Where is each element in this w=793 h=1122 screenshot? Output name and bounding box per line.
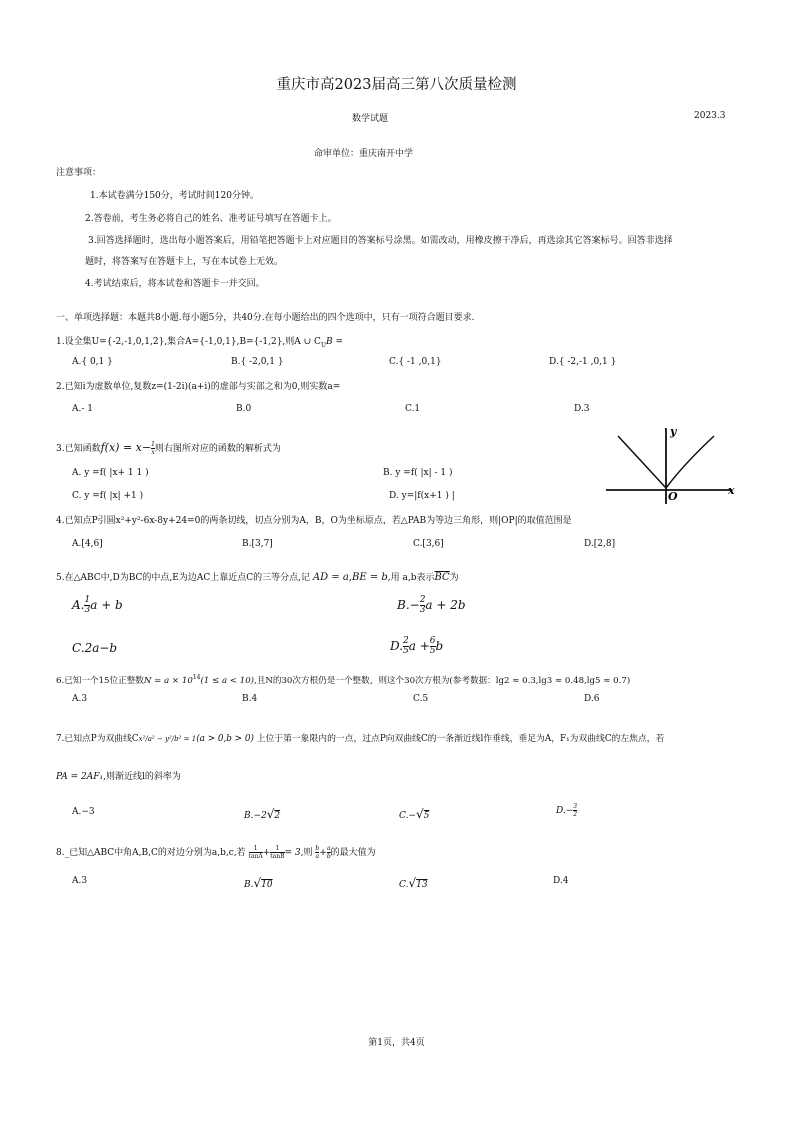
option-radicand: 5	[423, 811, 430, 821]
stem-fraction	[270, 845, 284, 860]
q4-option-d: D.[2,8]	[584, 539, 616, 549]
frac-den: 5	[403, 646, 409, 656]
x-axis-label: x	[728, 484, 735, 497]
question-4-stem: 4.已知点P引圆x²+y²-6x-8y+24=0的两条切线，切点分别为A，B，O为坐标原点，若△PAB为等边三角形，则|OP|的取值范围是	[56, 516, 572, 526]
option-tail: a + 2b	[425, 598, 466, 612]
option-prefix: B.−2	[244, 811, 267, 821]
origin-label: O	[668, 490, 678, 503]
stem-text: 上位于第一象限内的一点，过点P向双曲线C的一条渐近线l作垂线，垂足为A，F₁为双曲线C的左焦点，若	[256, 734, 665, 744]
frac-num: 1	[151, 441, 155, 448]
question-6-stem	[56, 674, 630, 686]
graph-left-branch	[618, 436, 666, 488]
stem-math: f(x) = x−	[100, 441, 152, 454]
frac-num: 2	[403, 636, 409, 646]
q3-option-b: B. y =f( |x| - 1 )	[383, 468, 453, 478]
q2-option-b: B.0	[236, 404, 252, 414]
frac-num: b	[315, 845, 320, 852]
stem-vector: $\overline{BC}$	[434, 572, 450, 583]
q1-option-c: C.{ -1 ,0,1}	[389, 357, 442, 367]
subject-label: 数学试题	[352, 114, 389, 124]
stem-cond: (1 ≤ a < 10)	[200, 676, 255, 686]
stem-fraction	[249, 845, 263, 860]
q2-option-d: D.3	[574, 404, 590, 414]
q8-option-c	[399, 876, 428, 890]
author-unit: 命审单位：重庆南开中学	[314, 149, 414, 159]
option-radicand: 2	[274, 811, 281, 821]
frac-num: 6	[429, 636, 436, 646]
stem-exp: 14	[192, 674, 201, 682]
y-axis-label: y	[670, 425, 677, 438]
q1-option-b: B.{ -2,0,1 }	[231, 357, 284, 367]
frac-den: 5	[429, 646, 436, 656]
function-graph	[604, 424, 744, 508]
q1-option-d: D.{ -2,-1 ,0,1 }	[549, 357, 617, 367]
note-item: 2.答卷前，考生务必将自己的姓名、准考证号填写在答题卡上。	[85, 214, 337, 224]
stem-text: 7.已知点P为双曲线C	[56, 734, 139, 744]
option-tail: a + b	[90, 598, 123, 612]
q7-option-d	[556, 803, 577, 818]
stem-text: 1.设全集U={-2,-1,0,1,2},集合A={-1,0,1},B={-1,2},则A ∪ C	[56, 337, 321, 347]
sqrt-icon: √	[415, 807, 424, 821]
question-7-stem	[56, 731, 664, 744]
option-radicand: 10	[261, 880, 273, 890]
frac-den: tanA	[248, 853, 263, 860]
option-prefix: C.	[399, 880, 409, 890]
option-prefix: B.−	[397, 598, 420, 612]
frac-num: 1	[249, 845, 263, 853]
q5-option-c: C.2a−b	[72, 641, 118, 655]
sqrt-icon: √	[408, 876, 417, 890]
stem-text: ,则渐近线l的斜率为	[103, 772, 181, 782]
frac-den: 3	[84, 605, 91, 615]
q7-option-b	[244, 807, 280, 821]
option-mid: a +	[408, 639, 430, 653]
stem-math: PA = 2AF₁	[56, 772, 104, 782]
question-7-stem-line2	[56, 769, 181, 782]
q5-option-d	[390, 637, 443, 656]
q1-option-a: A.{ 0,1 }	[72, 357, 113, 367]
option-prefix: B.	[244, 880, 254, 890]
option-radicand: 13	[416, 880, 428, 890]
stem-text: 5.在△ABC中,D为BC的中点,E为边AC上靠近点C的三等分点,记	[56, 573, 310, 583]
note-item: 题时，将答案写在答题卡上，写在本试卷上无效。	[85, 257, 284, 267]
option-tail: b	[435, 639, 444, 653]
frac-den: 2	[573, 811, 578, 818]
question-3-stem	[56, 441, 281, 456]
frac-num: 3	[573, 803, 578, 810]
frac-num: a	[326, 845, 331, 852]
q4-option-a: A.[4,6]	[72, 539, 103, 549]
stem-text: ,用 a,b表示	[387, 573, 435, 583]
q4-option-b: B.[3,7]	[242, 539, 273, 549]
stem-text: 6.已知一个15位正整数	[56, 676, 144, 686]
question-2-stem: 2.已知i为虚数单位,复数z=(1-2i)(a+i)的虚部与实部之和为0,则实数a=	[56, 382, 341, 392]
option-prefix: D.−	[556, 806, 574, 816]
frac-den: b	[326, 853, 331, 860]
stem-text: 8._已知△ABC中角A,B,C的对边分别为a,b,c,若	[56, 848, 246, 858]
q7-option-c	[399, 807, 429, 821]
notes-heading: 注意事项：	[56, 168, 102, 178]
q3-option-d: D. y=|f(x+1 ) |	[389, 491, 455, 501]
page-footer: 第1页，共4页	[368, 1038, 425, 1048]
q8-option-d: D.4	[553, 876, 569, 886]
q6-option-a: A.3	[72, 694, 88, 704]
sqrt-icon: √	[253, 876, 262, 890]
q6-option-b: B.4	[242, 694, 258, 704]
q4-option-c: C.[3,6]	[413, 539, 444, 549]
option-prefix: A.	[72, 598, 85, 612]
frac-num: 1	[270, 845, 284, 853]
frac-den: a	[315, 853, 320, 860]
stem-text: 的最大值为	[330, 848, 376, 858]
q8-option-b	[244, 876, 273, 890]
stem-text: ,且N的30次方根仍是一个整数，则这个30次方根为(参考数据：lg2 ≈ 0.3,lg3 ≈ 0.48,lg5 ≈ 0.7)	[254, 676, 631, 686]
graph-right-branch	[666, 436, 714, 488]
option-prefix: C.−	[399, 811, 416, 821]
frac-den: x	[151, 449, 155, 456]
stem-text: 则右图所对应的函数的解析式为	[154, 444, 281, 454]
stem-cond: (a > 0,b > 0)	[196, 734, 254, 744]
q2-option-c: C.1	[405, 404, 421, 414]
q6-option-c: C.5	[413, 694, 429, 704]
sqrt-icon: √	[266, 807, 275, 821]
stem-math: N = a × 10	[143, 676, 193, 686]
note-item: 3.回答选择题时，选出每小题答案后，用铅笔把答题卡上对应题目的答案标号涂黑。如需改动，用橡皮擦干净后，再选涂其它答案标号。回答非选择	[88, 236, 673, 246]
frac-den: tanB	[270, 853, 285, 860]
q5-option-b	[397, 596, 466, 615]
stem-op: = 3	[284, 848, 301, 858]
q7-option-a: A.−3	[72, 807, 95, 817]
stem-math: AD = a,BE = b	[312, 572, 388, 583]
q5-option-a	[72, 596, 123, 615]
question-5-stem	[56, 570, 459, 583]
q3-option-a: A. y =f( |x+ 1 1 )	[72, 468, 149, 478]
stem-text: 为	[449, 573, 459, 583]
q8-option-a: A.3	[72, 876, 88, 886]
frac-den: 3	[419, 605, 426, 615]
question-8-stem: 8._已知△ABC中角A,B,C的对边分别为a,b,c,若 $\frac{1}{\tan A}$ + $\frac{1}{\tan B}$ = 3,则 $\frac{b}{a}$ + $\frac{a}{b}$ 的最大值为	[56, 845, 376, 860]
option-prefix: D.	[390, 639, 404, 653]
stem-sub: U	[320, 341, 327, 349]
stem-text: 3.已知函数	[56, 444, 101, 454]
note-item: 4.考试结束后，将本试卷和答题卡一并交回。	[85, 279, 265, 289]
q3-option-c: C. y =f( |x| +1 )	[72, 491, 144, 501]
section-heading: 一、单项选择题：本题共8小题.每小题5分，共40分.在每小题给出的四个选项中，只有一项符合题目要求.	[56, 313, 475, 323]
exam-title: 重庆市高2023届高三第八次质量检测	[276, 77, 517, 93]
q6-option-d: D.6	[584, 694, 600, 704]
q2-option-a: A.- 1	[72, 404, 93, 414]
frac-num: 2	[419, 595, 426, 605]
stem-op: +	[262, 848, 271, 858]
exam-date: 2023.3	[694, 111, 726, 121]
option-fraction	[573, 803, 577, 818]
stem-text: ,则	[300, 848, 313, 858]
stem-text: B =	[326, 337, 344, 347]
frac-num: 1	[84, 595, 91, 605]
question-1-stem	[56, 334, 343, 349]
note-item: 1.本试卷满分150分，考试时间120分钟。	[90, 191, 259, 201]
stem-formula: x²/a² − y²/b² = 1	[138, 735, 197, 743]
